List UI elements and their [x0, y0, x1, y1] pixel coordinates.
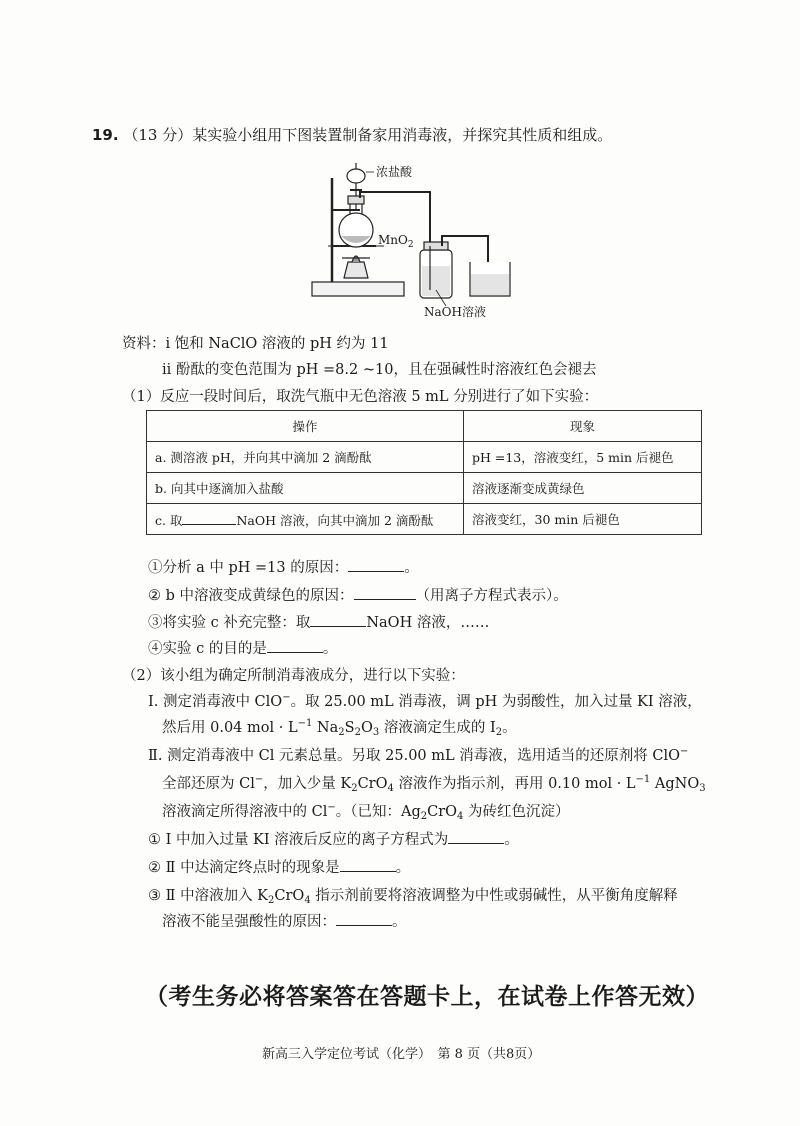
part1-q4: ④实验 c 的目的是 。	[148, 637, 337, 658]
label-mno2: MnO$_2$	[378, 233, 414, 250]
table-cell-obs: 溶液逐渐变成黄绿色	[464, 473, 702, 504]
apparatus-svg	[306, 158, 536, 318]
apparatus-diagram	[306, 158, 536, 318]
part1-intro: （1）反应一段时间后，取洗气瓶中无色溶液 5 mL 分别进行了如下实验：	[122, 389, 599, 405]
part2-intro: （2）该小组为确定所制消毒液成分，进行以下实验：	[122, 668, 465, 684]
part1-q3: ③将实验 c 补充完整：取 NaOH 溶液，……	[148, 611, 489, 632]
part2-step2-line2: 全部还原为 Cl−，加入少量 $K_2CrO_4$ 溶液作为指示剂，再用 0.10 mol · $L^{-1}$ AgNO$_3$	[162, 774, 706, 794]
reference-item-1: i 饱和 NaClO 溶液的 pH 约为 11	[165, 336, 389, 352]
table-header-row	[147, 411, 702, 442]
alcohol-lamp	[344, 262, 368, 278]
part2-q3-line2: 溶液不能呈强酸性的原因： 。	[162, 910, 407, 931]
answer-blank[interactable]	[340, 857, 396, 872]
table-cell-obs: pH =13，溶液变红，5 min 后褪色	[464, 442, 702, 473]
table-cell-op: a. 测溶液 pH，并向其中滴加 2 滴酚酞	[147, 442, 464, 473]
answer-blank[interactable]	[182, 510, 236, 525]
table-header-obs: 现象	[464, 411, 702, 442]
table-row	[147, 473, 702, 504]
answer-blank[interactable]	[267, 638, 323, 653]
part2-q3-line1: ③ Ⅱ 中溶液加入 $K_2CrO_4$ 指示剂前要将溶液调整为中性或弱碱性，从平衡角度解释	[148, 888, 678, 906]
part2-step2-line1: Ⅱ. 测定消毒液中 Cl 元素总量。另取 25.00 mL 消毒液，选用适当的还原剂将 ClO−	[148, 746, 689, 764]
part2-step2-line3: 溶液滴定所得溶液中的 Cl−。（已知：$Ag_2CrO_4$ 为砖红色沉淀）	[162, 802, 570, 822]
answer-warning: （考生务必将答案答在答题卡上，在试卷上作答无效）	[145, 984, 709, 1010]
question-text: 某实验小组用下图装置制备家用消毒液，并探究其性质和组成。	[192, 126, 613, 144]
stand-base	[312, 282, 404, 296]
table-cell-op: b. 向其中逐滴加入盐酸	[147, 473, 464, 504]
part2-step1-line1: Ⅰ. 测定消毒液中 ClO−。取 25.00 mL 消毒液，调 pH 为弱酸性，加入过量 KI 溶液，	[148, 692, 702, 710]
part1-q1: ①分析 a 中 pH =13 的原因： 。	[148, 556, 419, 577]
part2-step1-line2: 然后用 0.04 mol · $L^{-1}$ $Na_2S_2O_3$ 溶液滴定生成的 $I_2$。	[162, 718, 517, 738]
table-cell-obs: 溶液变红，30 min 后褪色	[464, 504, 702, 535]
reference-title: 资料：	[122, 336, 166, 352]
table-header-op: 操作	[147, 411, 464, 442]
answer-blank[interactable]	[336, 911, 392, 926]
reference-2: ii 酚酞的变色范围为 pH =8.2 ~10，且在强碱性时溶液红色会褪去	[162, 362, 597, 378]
question-score: （13 分）	[123, 126, 193, 144]
answer-blank[interactable]	[354, 585, 416, 600]
table-cell-op: c. 取 NaOH 溶液，向其中滴加 2 滴酚酞	[147, 504, 464, 535]
part2-q1: ① Ⅰ 中加入过量 KI 溶液后反应的离子方程式为 。	[148, 828, 519, 849]
table-row	[147, 504, 702, 535]
reference-1	[122, 332, 389, 353]
answer-blank[interactable]	[448, 829, 504, 844]
part1-q2: ② b 中溶液变成黄绿色的原因： （用离子方程式表示）。	[148, 584, 568, 605]
table-row	[147, 442, 702, 473]
separatory-funnel	[347, 169, 365, 183]
page-footer: 新高三入学定位考试（化学） 第 8 页（共8页）	[262, 1047, 541, 1062]
label-naoh: NaOH溶液	[424, 305, 486, 318]
experiment-table	[146, 410, 702, 535]
label-hcl: 浓盐酸	[376, 165, 413, 179]
question-title	[92, 124, 612, 145]
part2-q2: ② Ⅱ 中达滴定终点时的现象是 。	[148, 856, 410, 877]
question-number: 19.	[92, 126, 119, 144]
answer-blank[interactable]	[348, 557, 404, 572]
answer-blank[interactable]	[310, 612, 366, 627]
